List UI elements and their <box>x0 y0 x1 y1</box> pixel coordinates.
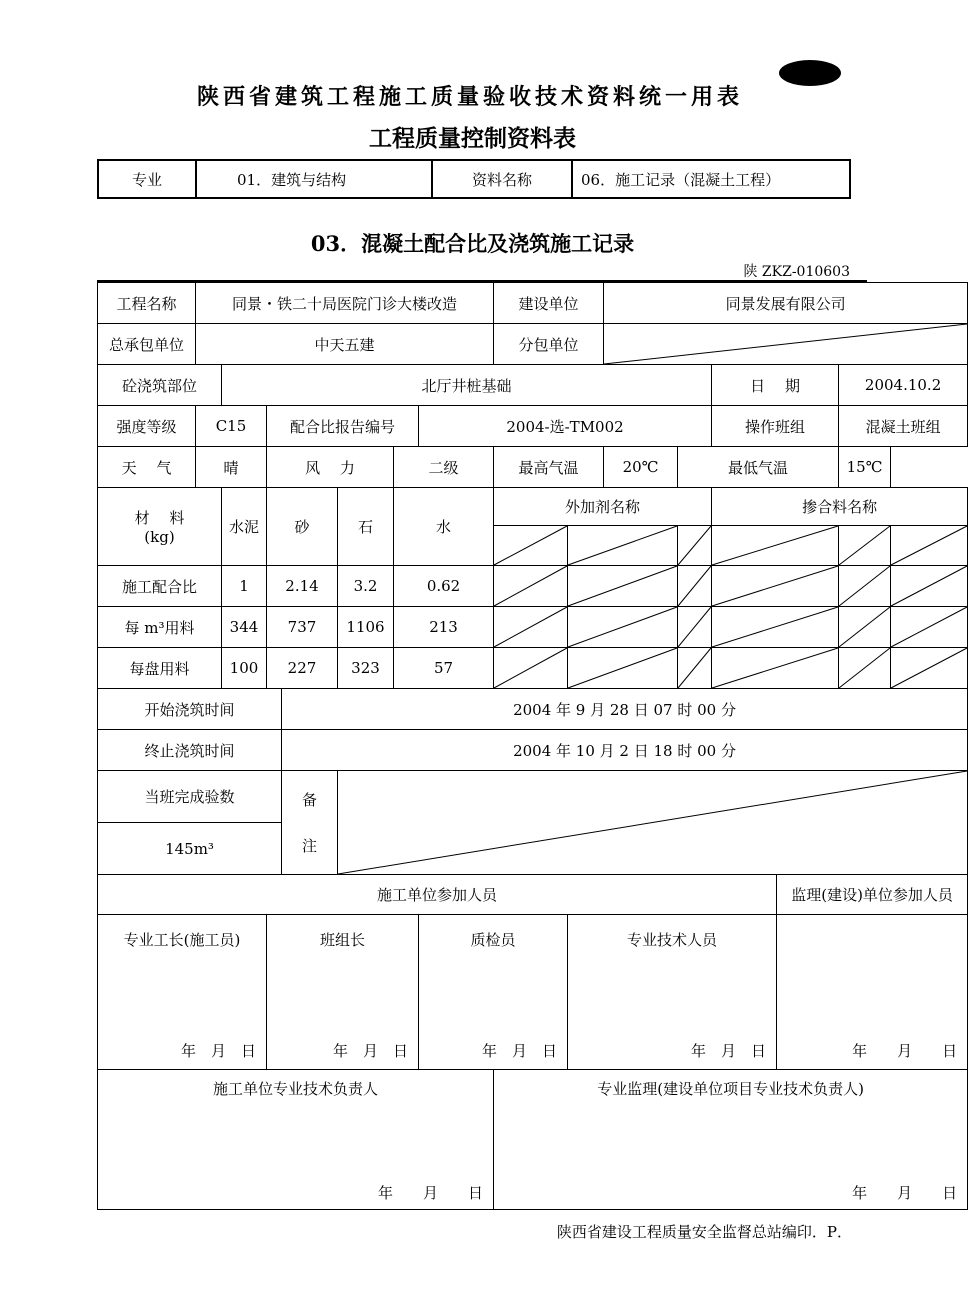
info-header-table <box>97 159 851 199</box>
remark-label-line1: 备 <box>301 790 317 809</box>
per-batch-row <box>98 648 968 689</box>
per-m3-water: 213 <box>394 607 494 648</box>
ratio-water: 0.62 <box>394 566 494 607</box>
team: 混凝土班组 <box>839 406 968 447</box>
construction-personnel-header: 施工单位参加人员 <box>98 875 777 915</box>
per-m3-stone: 1106 <box>338 607 394 648</box>
empty-cell <box>891 566 968 607</box>
subcontractor-label: 分包单位 <box>494 324 604 365</box>
count-label: 当班完成验数 <box>98 771 282 823</box>
diagonal-slash <box>678 526 711 565</box>
inspector-date: 年 月 日 <box>482 1042 558 1060</box>
additive-empty-1 <box>494 526 568 566</box>
weather: 晴 <box>196 447 267 488</box>
empty-cell <box>712 607 839 648</box>
materials-label-line1: 材 料 <box>134 509 185 527</box>
empty-cell <box>494 566 568 607</box>
empty-cell <box>678 648 712 689</box>
team-leader-sign-cell <box>267 915 419 1070</box>
diagonal-slash <box>568 566 677 606</box>
wind-label: 风 力 <box>267 447 394 488</box>
empty-cell <box>568 648 678 689</box>
per-m3-cement: 344 <box>222 607 267 648</box>
diagonal-slash <box>712 607 838 647</box>
diagonal-slash <box>568 607 677 647</box>
sand-header: 砂 <box>267 488 338 566</box>
empty-cell <box>839 607 891 648</box>
empty-cell <box>494 607 568 648</box>
major-label: 专业 <box>98 160 196 198</box>
diagonal-slash <box>712 526 838 565</box>
contractor: 中天五建 <box>196 324 494 365</box>
remark-empty <box>338 771 968 875</box>
remark-label-line2: 注 <box>301 836 317 855</box>
diagonal-slash <box>839 526 890 565</box>
per-batch-stone: 323 <box>338 648 394 689</box>
date-value: 2004.10.2 <box>839 365 968 406</box>
per-batch-cement: 100 <box>222 648 267 689</box>
pour-part: 北厅井桩基础 <box>222 365 712 406</box>
project-name: 同景・铁二十局医院门诊大楼改造 <box>196 283 494 324</box>
foreman-sign-cell <box>98 915 267 1070</box>
diagonal-slash <box>604 324 967 364</box>
supervisor-date: 年 月 日 <box>852 1184 958 1202</box>
empty-cell <box>568 566 678 607</box>
admixture-header: 掺合料名称 <box>712 488 968 526</box>
diagonal-slash <box>891 648 967 688</box>
ratio-cement: 1 <box>222 566 267 607</box>
additive-empty-3 <box>678 526 712 566</box>
empty-cell <box>678 566 712 607</box>
wind: 二级 <box>394 447 494 488</box>
subcontractor-empty <box>604 324 968 365</box>
foreman-date: 年 月 日 <box>180 1042 256 1060</box>
diagonal-slash <box>494 566 567 606</box>
grade-label: 强度等级 <box>98 406 196 447</box>
record-table <box>97 282 968 1210</box>
ratio-sand: 2.14 <box>267 566 338 607</box>
construction-head-sign-cell <box>98 1070 494 1210</box>
mintemp-label: 最低气温 <box>678 447 839 488</box>
additive-header: 外加剂名称 <box>494 488 712 526</box>
footer-publisher: 陕西省建设工程质量安全监督总站编印．P． <box>556 1223 852 1241</box>
weather-label: 天 气 <box>98 447 196 488</box>
date-label: 日 期 <box>712 365 839 406</box>
start-time-label: 开始浇筑时间 <box>98 689 282 730</box>
empty-cell <box>568 607 678 648</box>
form-title: 03．混凝土配合比及浇筑施工记录 <box>310 231 635 256</box>
owner-label: 建设单位 <box>494 283 604 324</box>
project-name-label: 工程名称 <box>98 283 196 324</box>
admixture-empty-2 <box>839 526 891 566</box>
diagonal-slash <box>494 526 567 565</box>
admixture-empty-3 <box>891 526 968 566</box>
per-m3-label: 每 m³用料 <box>98 607 222 648</box>
admixture-empty-1 <box>712 526 839 566</box>
construction-head-date: 年 月 日 <box>378 1184 484 1202</box>
empty-cell <box>891 648 968 689</box>
report-label: 配合比报告编号 <box>267 406 419 447</box>
empty-cell <box>678 607 712 648</box>
team-leader-date: 年 月 日 <box>332 1042 408 1060</box>
inspector-label: 质检员 <box>470 931 516 949</box>
doc-header-line1: 陕西省建筑工程施工质量验收技术资料统一用表 <box>196 84 743 110</box>
supervision-date: 年 月 日 <box>852 1042 958 1060</box>
diagonal-slash <box>712 566 838 606</box>
per-batch-label: 每盘用料 <box>98 648 222 689</box>
empty-cell <box>891 607 968 648</box>
per-batch-sand: 227 <box>267 648 338 689</box>
diagonal-slash <box>568 526 677 565</box>
doc-header-line2: 工程质量控制资料表 <box>369 125 576 152</box>
maxtemp-label: 最高气温 <box>494 447 604 488</box>
end-time: 2004 年 10 月 2 日 18 时 00 分 <box>282 730 968 771</box>
diagonal-slash <box>891 566 967 606</box>
diagonal-slash <box>494 648 567 688</box>
maxtemp: 20℃ <box>604 447 678 488</box>
diagonal-slash <box>891 526 967 565</box>
empty-cell <box>712 648 839 689</box>
diagonal-slash <box>839 607 890 647</box>
additive-empty-2 <box>568 526 678 566</box>
empty-cell <box>494 648 568 689</box>
diagonal-slash <box>494 607 567 647</box>
diagonal-slash <box>839 648 890 688</box>
empty-cell <box>839 648 891 689</box>
diagonal-slash <box>338 771 967 874</box>
pour-part-label: 砼浇筑部位 <box>98 365 222 406</box>
grade: C15 <box>196 406 267 447</box>
form-code: 陕 ZKZ-010603 <box>743 264 850 280</box>
mix-ratio-row <box>98 566 968 607</box>
per-batch-water: 57 <box>394 648 494 689</box>
diagonal-slash <box>678 607 711 647</box>
team-label: 操作班组 <box>712 406 839 447</box>
supervisor-sign-cell <box>494 1070 968 1210</box>
ratio-label: 施工配合比 <box>98 566 222 607</box>
mintemp: 15℃ <box>839 447 891 488</box>
remark-label <box>282 771 338 875</box>
end-time-label: 终止浇筑时间 <box>98 730 282 771</box>
supervision-personnel-header: 监理(建设)单位参加人员 <box>777 875 968 915</box>
technician-date: 年 月 日 <box>691 1042 767 1060</box>
diagonal-slash <box>712 648 838 688</box>
stone-header: 石 <box>338 488 394 566</box>
start-time: 2004 年 9 月 28 日 07 时 00 分 <box>282 689 968 730</box>
contractor-label: 总承包单位 <box>98 324 196 365</box>
construction-head-label: 施工单位专业技术负责人 <box>213 1080 379 1098</box>
team-leader-label: 班组长 <box>319 931 365 949</box>
per-m3-sand: 737 <box>267 607 338 648</box>
diagonal-slash <box>891 607 967 647</box>
supervision-sign-cell <box>777 915 968 1070</box>
diagonal-slash <box>678 566 711 606</box>
foreman-label: 专业工长(施工员) <box>123 931 241 949</box>
cement-header: 水泥 <box>222 488 267 566</box>
inspector-sign-cell <box>419 915 568 1070</box>
owner: 同景发展有限公司 <box>604 283 968 324</box>
report: 2004-选-TM002 <box>419 406 712 447</box>
water-header: 水 <box>394 488 494 566</box>
diagonal-slash <box>839 566 890 606</box>
diagonal-slash <box>678 648 711 688</box>
diagonal-slash <box>568 648 677 688</box>
count-value: 145m³ <box>98 823 282 875</box>
per-m3-row <box>98 607 968 648</box>
docname-label: 资料名称 <box>432 160 572 198</box>
major-value: 01．建筑与结构 <box>196 160 432 198</box>
supervisor-label: 专业监理(建设单位项目专业技术负责人) <box>597 1080 864 1098</box>
ratio-stone: 3.2 <box>338 566 394 607</box>
empty-cell <box>839 566 891 607</box>
technician-label: 专业技术人员 <box>627 931 718 949</box>
empty-cell <box>712 566 839 607</box>
technician-sign-cell <box>568 915 777 1070</box>
materials-label-line2: (kg) <box>144 528 175 546</box>
docname-value: 06．施工记录（混凝土工程） <box>572 160 850 198</box>
materials-label <box>98 488 222 566</box>
